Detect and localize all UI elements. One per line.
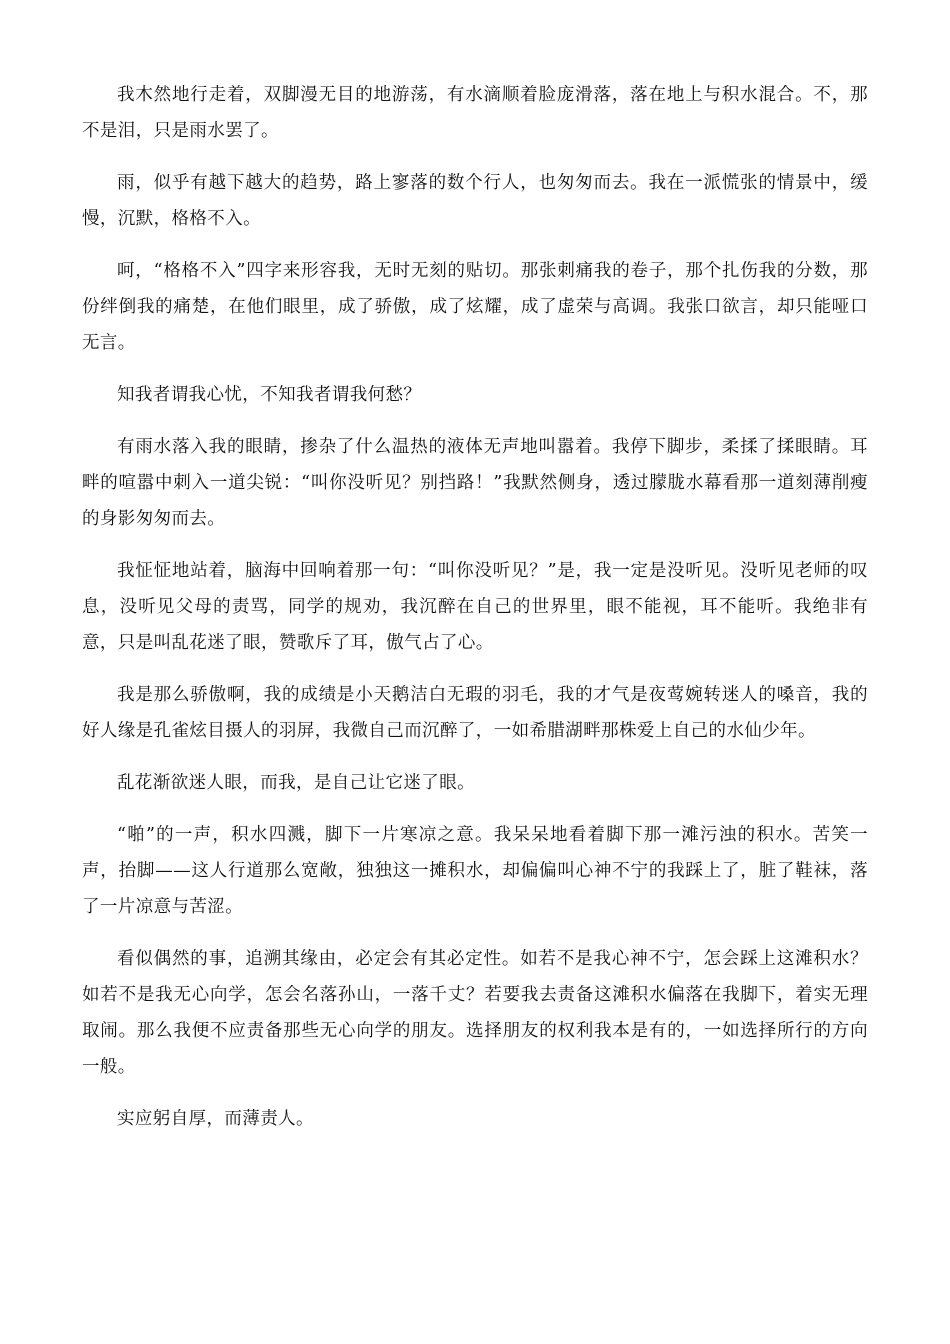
paragraph: 我怔怔地站着，脑海中回响着那一句：“叫你没听见？”是，我一定是没听见。没听见老师的叹息，没听见父母的责骂，同学的规劝，我沉醉在自己的世界里，眼不能视，耳不能听。我绝非有意，只是叫乱花迷了眼，赞歌斥了耳，傲气占了心。 — [82, 561, 868, 653]
paragraph: 雨，似乎有越下越大的趋势，路上寥落的数个行人，也匆匆而去。我在一派慌张的情景中，缓慢，沉默，格格不入。 — [82, 173, 868, 229]
paragraph: 我木然地行走着，双脚漫无目的地游荡，有水滴顺着脸庞滑落，落在地上与积水混合。不，那不是泪，只是雨水罢了。 — [82, 85, 868, 141]
paragraph: 有雨水落入我的眼睛，掺杂了什么温热的液体无声地叫嚣着。我停下脚步，柔揉了揉眼睛。耳畔的喧嚣中刺入一道尖锐：“叫你没听见？别挡路！”我默然侧身，透过朦胧水幕看那一道刻薄削瘦的身影匆匆而去。 — [82, 437, 868, 529]
paragraph: “啪”的一声，积水四溅，脚下一片寒凉之意。我呆呆地看着脚下那一滩污浊的积水。苦笑一声，抬脚——这人行道那么宽敞，独独这一摊积水，却偏偏叫心神不宁的我踩上了，脏了鞋袜，落了一片凉意与苦涩。 — [82, 825, 868, 917]
paragraph: 知我者谓我心忧，不知我者谓我何愁？ — [117, 385, 422, 405]
paragraph: 我是那么骄傲啊，我的成绩是小天鹅洁白无瑕的羽毛，我的才气是夜莺婉转迷人的嗓音，我的好人缘是孔雀炫目摄人的羽屏，我微自己而沉醉了，一如希腊湖畔那株爱上自己的水仙少年。 — [82, 685, 868, 741]
paragraph: 乱花渐欲迷人眼，而我，是自己让它迷了眼。 — [117, 773, 475, 793]
paragraph: 实应躬自厚，而薄责人。 — [117, 1109, 314, 1129]
paragraph: 看似偶然的事，追溯其缘由，必定会有其必定性。如若不是我心神不宁，怎会踩上这滩积水？如若不是我无心向学，怎会名落孙山，一落千丈？若要我去责备这滩积水偏落在我脚下，着实无理取闹。那么我便不应责备那些无心向学的朋友。选择朋友的权利我本是有的，一如选择所行的方向一般。 — [82, 949, 868, 1077]
paragraph: 呵，“格格不入”四字来形容我，无时无刻的贴切。那张刺痛我的卷子，那个扎伤我的分数，那份绊倒我的痛楚，在他们眼里，成了骄傲，成了炫耀，成了虚荣与高调。我张口欲言，却只能哑口无言。 — [82, 261, 868, 353]
